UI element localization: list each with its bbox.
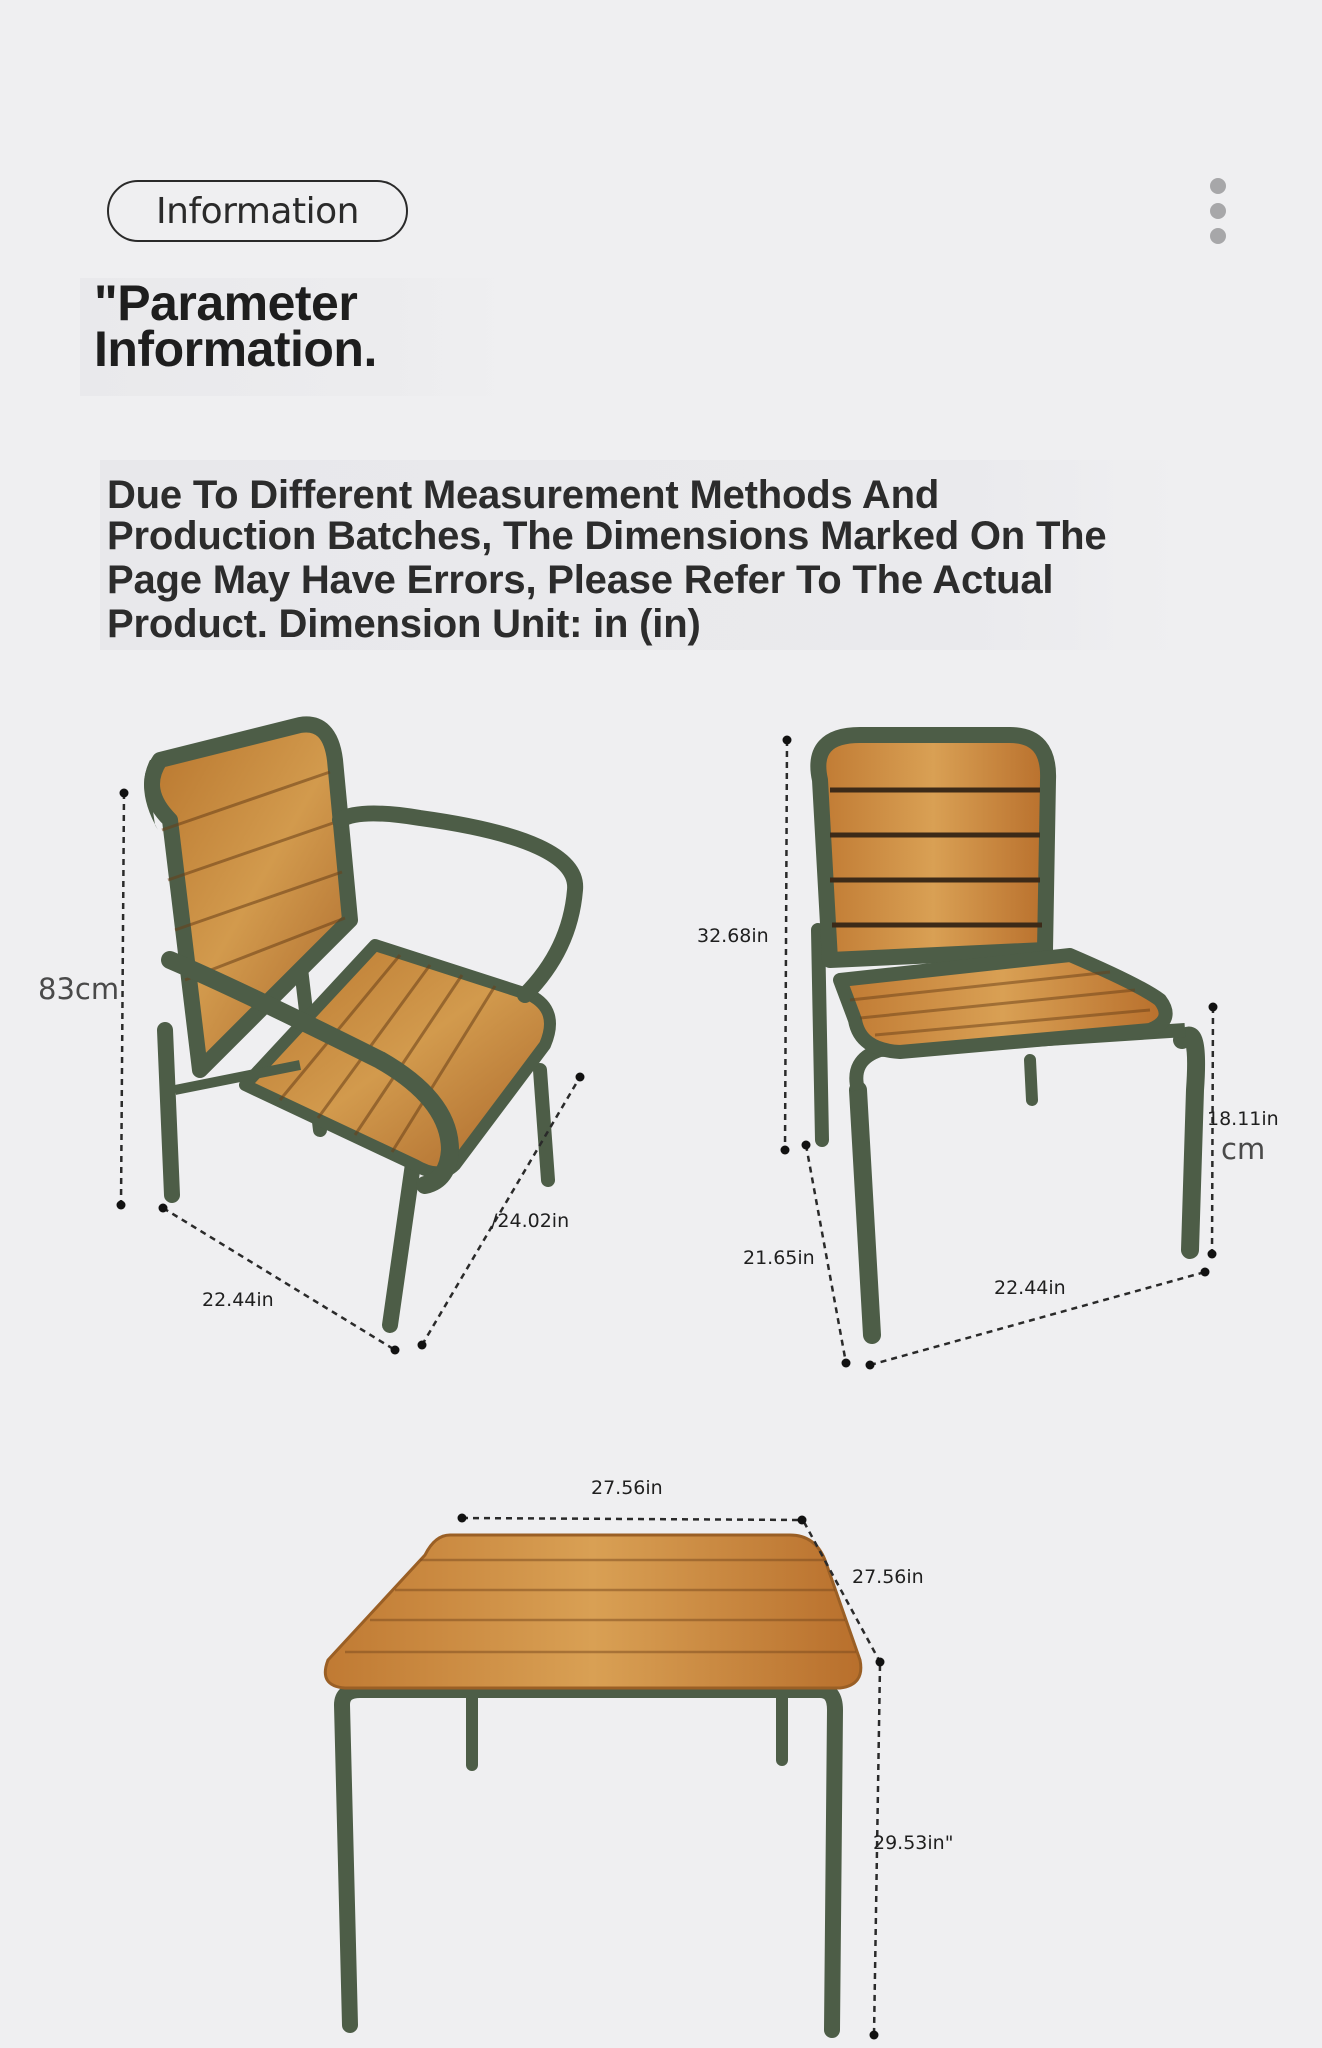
notice-line-4: Product. Dimension Unit: in (in)	[107, 602, 701, 646]
table-width-label: 27.56in	[591, 1477, 663, 1499]
table-height-label: 29.53in"	[873, 1832, 954, 1854]
armchair-illustration	[144, 724, 575, 1325]
notice-line-1: Due To Different Measurement Methods And	[107, 473, 940, 517]
armchair-height-label: 83cm	[38, 972, 120, 1006]
title-line-2: Information.	[94, 321, 377, 377]
table-illustration	[325, 1535, 861, 2030]
side-chair-width-label: 22.44in	[994, 1277, 1066, 1299]
side-chair-seat-unit-label: cm	[1221, 1132, 1266, 1166]
armchair-depth-label: /24.02in	[491, 1210, 570, 1232]
title-line-1: "Parameter	[94, 275, 358, 331]
notice-line-2: Production Batches, The Dimensions Marked On The	[107, 514, 1107, 558]
information-badge: Information	[107, 180, 408, 242]
notice-line-3: Page May Have Errors, Please Refer To The Actual	[107, 558, 1054, 602]
side-chair-depth-label: 21.65in	[743, 1247, 815, 1269]
table-depth-label: 27.56in	[852, 1566, 924, 1588]
side-chair-height-label: 32.68in	[697, 925, 769, 947]
side-chair-illustration	[818, 735, 1196, 1335]
side-chair-seat-height-label: 18.11in	[1207, 1108, 1279, 1130]
armchair-width-label: 22.44in	[202, 1289, 274, 1311]
